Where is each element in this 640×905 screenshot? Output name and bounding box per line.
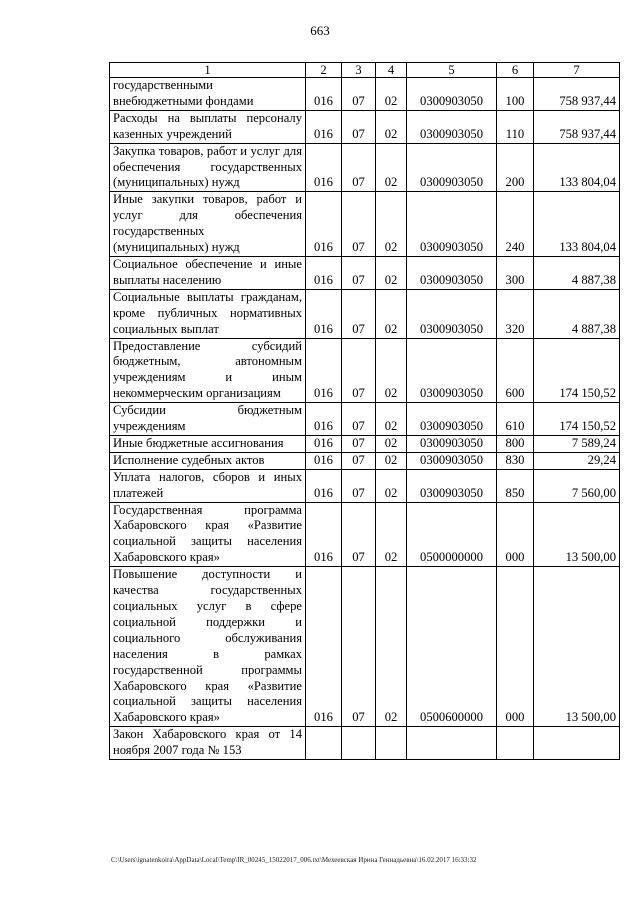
row-code-admin: 016: [306, 338, 342, 403]
row-name: Уплата налогов, сборов и иных платежей: [110, 469, 306, 502]
row-section: 07: [342, 452, 376, 469]
table-row: [110, 110, 620, 143]
row-amount: 758 937,44: [534, 78, 620, 111]
row-target-article: 0300903050: [407, 469, 497, 502]
table-row: [110, 289, 620, 338]
row-section: 07: [342, 256, 376, 289]
row-amount: 174 150,52: [534, 403, 620, 436]
row-code-admin: 016: [306, 143, 342, 192]
row-expense-type: [497, 727, 534, 760]
table-row: [110, 452, 620, 469]
row-subsection: 02: [376, 435, 407, 452]
row-section: 07: [342, 78, 376, 111]
row-amount: [534, 727, 620, 760]
row-target-article: 0300903050: [407, 143, 497, 192]
file-path-footer: C:\Users\ignatenkoira\AppData\Local\Temp\IR_00245_15022017_006.txt\Мехеевская Ирина Геннадьевна\16.02.2017 16:33:32: [111, 856, 477, 864]
row-subsection: 02: [376, 78, 407, 111]
row-amount: 4 887,38: [534, 256, 620, 289]
row-subsection: 02: [376, 469, 407, 502]
row-section: 07: [342, 289, 376, 338]
row-subsection: [376, 727, 407, 760]
table-row: [110, 727, 620, 760]
table-body: [110, 63, 620, 760]
row-expense-type: 610: [497, 403, 534, 436]
header-row: [110, 63, 620, 78]
row-name: Иные бюджетные ассигнования: [110, 435, 306, 452]
row-amount: 13 500,00: [534, 502, 620, 567]
row-code-admin: 016: [306, 78, 342, 111]
header-cell-3: 3: [342, 63, 376, 78]
row-amount: 7 589,24: [534, 435, 620, 452]
row-target-article: 0300903050: [407, 192, 497, 257]
row-section: 07: [342, 110, 376, 143]
row-section: [342, 727, 376, 760]
row-section: 07: [342, 403, 376, 436]
row-code-admin: 016: [306, 452, 342, 469]
table-row: [110, 192, 620, 257]
row-amount: 133 804,04: [534, 143, 620, 192]
row-section: 07: [342, 338, 376, 403]
row-code-admin: 016: [306, 469, 342, 502]
row-expense-type: 100: [497, 78, 534, 111]
row-section: 07: [342, 143, 376, 192]
row-expense-type: 240: [497, 192, 534, 257]
row-code-admin: 016: [306, 502, 342, 567]
header-cell-1: 1: [110, 63, 306, 78]
row-subsection: 02: [376, 567, 407, 727]
row-name: Государственная программа Хабаровского края «Развитие социальной защиты населения Хабаровского края»: [110, 502, 306, 567]
row-amount: 4 887,38: [534, 289, 620, 338]
row-code-admin: 016: [306, 192, 342, 257]
row-section: 07: [342, 469, 376, 502]
header-cell-2: 2: [306, 63, 342, 78]
row-target-article: 0300903050: [407, 435, 497, 452]
row-subsection: 02: [376, 256, 407, 289]
row-code-admin: 016: [306, 289, 342, 338]
row-subsection: 02: [376, 403, 407, 436]
row-expense-type: 850: [497, 469, 534, 502]
budget-table: [109, 62, 620, 760]
table-row: [110, 469, 620, 502]
row-expense-type: 800: [497, 435, 534, 452]
row-subsection: 02: [376, 110, 407, 143]
table-row: [110, 256, 620, 289]
table-row: [110, 403, 620, 436]
row-target-article: 0300903050: [407, 110, 497, 143]
row-target-article: 0300903050: [407, 289, 497, 338]
row-section: 07: [342, 435, 376, 452]
row-code-admin: 016: [306, 435, 342, 452]
row-section: 07: [342, 502, 376, 567]
row-code-admin: [306, 727, 342, 760]
row-name: государственными внебюджетными фондами: [110, 78, 306, 111]
row-code-admin: 016: [306, 567, 342, 727]
header-cell-7: 7: [534, 63, 620, 78]
row-amount: 758 937,44: [534, 110, 620, 143]
row-expense-type: 200: [497, 143, 534, 192]
table-row: [110, 338, 620, 403]
row-expense-type: 000: [497, 502, 534, 567]
row-code-admin: 016: [306, 256, 342, 289]
header-cell-4: 4: [376, 63, 407, 78]
row-name: Повышение доступности и качества государственных социальных услуг в сфере социальной поддержки и социального обслуживания населения в рамках государственной программы Хабаровского края «Развитие социальной защиты населения Хабаровского края»: [110, 567, 306, 727]
row-name: Социальное обеспечение и иные выплаты населению: [110, 256, 306, 289]
row-expense-type: 300: [497, 256, 534, 289]
row-name: Расходы на выплаты персоналу казенных учреждений: [110, 110, 306, 143]
row-name: Закупка товаров, работ и услуг для обеспечения государственных (муниципальных) нужд: [110, 143, 306, 192]
table-row: [110, 78, 620, 111]
row-name: Иные закупки товаров, работ и услуг для обеспечения государственных (муниципальных) нужд: [110, 192, 306, 257]
table-row: [110, 435, 620, 452]
row-target-article: 0500600000: [407, 567, 497, 727]
row-name: Предоставление субсидий бюджетным, автономным учреждениям и иным некоммерческим организациям: [110, 338, 306, 403]
row-code-admin: 016: [306, 110, 342, 143]
row-amount: 174 150,52: [534, 338, 620, 403]
row-target-article: 0300903050: [407, 78, 497, 111]
table-row: [110, 567, 620, 727]
row-amount: 13 500,00: [534, 567, 620, 727]
row-amount: 133 804,04: [534, 192, 620, 257]
row-subsection: 02: [376, 143, 407, 192]
row-expense-type: 000: [497, 567, 534, 727]
row-target-article: 0300903050: [407, 256, 497, 289]
row-subsection: 02: [376, 192, 407, 257]
row-amount: 7 560,00: [534, 469, 620, 502]
header-cell-6: 6: [497, 63, 534, 78]
row-expense-type: 830: [497, 452, 534, 469]
row-expense-type: 600: [497, 338, 534, 403]
row-name: Субсидии бюджетным учреждениям: [110, 403, 306, 436]
row-target-article: 0300903050: [407, 403, 497, 436]
page-number: 663: [310, 23, 330, 38]
row-subsection: 02: [376, 338, 407, 403]
row-target-article: [407, 727, 497, 760]
row-name: Социальные выплаты гражданам, кроме публичных нормативных социальных выплат: [110, 289, 306, 338]
row-subsection: 02: [376, 289, 407, 338]
row-expense-type: 110: [497, 110, 534, 143]
row-amount: 29,24: [534, 452, 620, 469]
table-row: [110, 502, 620, 567]
row-name: Исполнение судебных актов: [110, 452, 306, 469]
row-target-article: 0300903050: [407, 452, 497, 469]
row-target-article: 0500000000: [407, 502, 497, 567]
row-subsection: 02: [376, 502, 407, 567]
table-row: [110, 143, 620, 192]
row-section: 07: [342, 192, 376, 257]
row-code-admin: 016: [306, 403, 342, 436]
row-name: Закон Хабаровского края от 14 ноября 2007 года № 153: [110, 727, 306, 760]
row-subsection: 02: [376, 452, 407, 469]
row-target-article: 0300903050: [407, 338, 497, 403]
row-section: 07: [342, 567, 376, 727]
header-cell-5: 5: [407, 63, 497, 78]
row-expense-type: 320: [497, 289, 534, 338]
